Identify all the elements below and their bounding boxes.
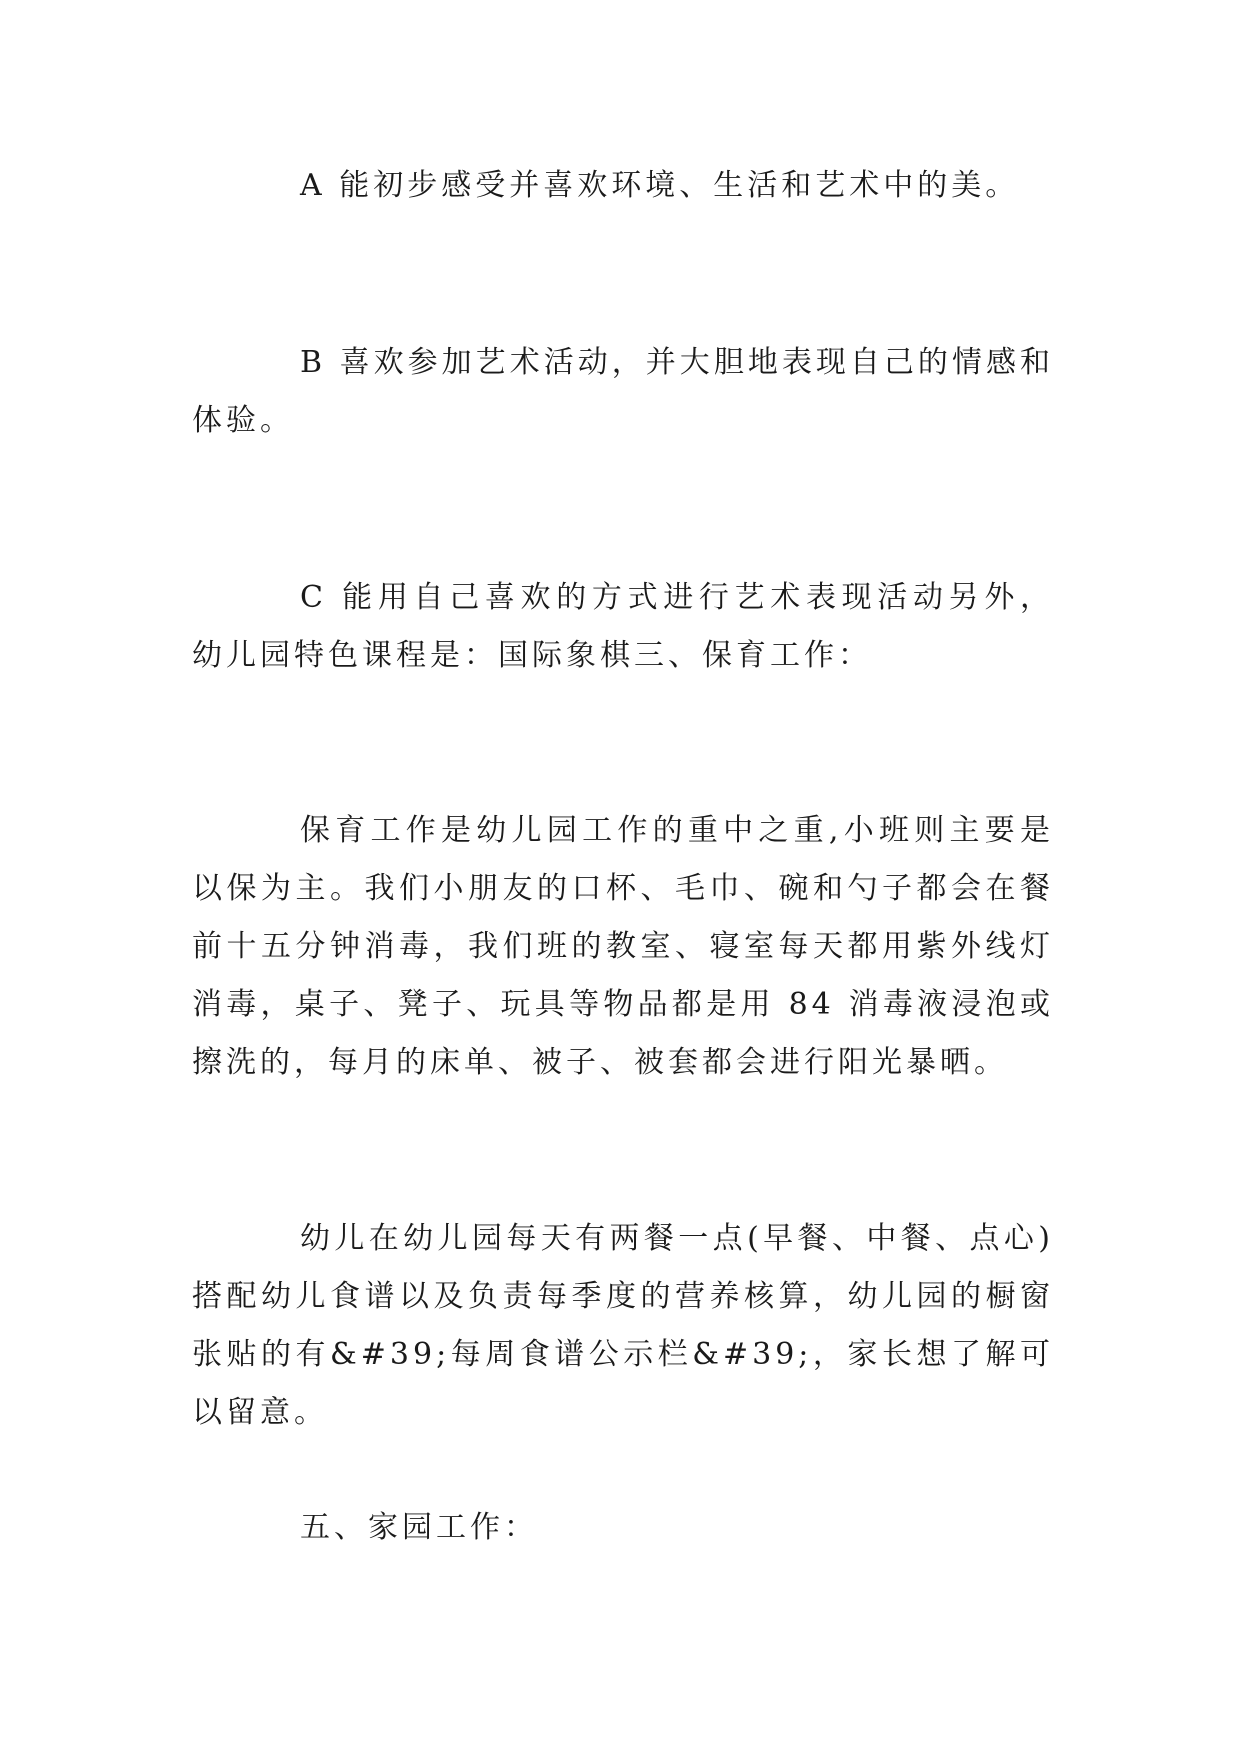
section-heading-home-school: 五、家园工作： (300, 1510, 538, 1545)
paragraph-art-goal-c: C 能用自己喜欢的方式进行艺术表现活动另外，幼儿园特色课程是：国际象棋三、保育工作： (192, 580, 1054, 673)
paragraph-meals: 幼儿在幼儿园每天有两餐一点(早餐、中餐、点心)搭配幼儿食谱以及负责每季度的营养核算，幼儿园的橱窗张贴的有&#39;每周食谱公示栏&#39;，家长想了解可以留意。 (192, 1221, 1054, 1430)
paragraph-art-goal-b: B 喜欢参加艺术活动，并大胆地表现自己的情感和体验。 (192, 345, 1054, 438)
paragraph-care-work: 保育工作是幼儿园工作的重中之重,小班则主要是以保为主。我们小朋友的口杯、毛巾、碗和勺子都会在餐前十五分钟消毒，我们班的教室、寝室每天都用紫外线灯消毒，桌子、凳子、玩具等物品都是用 84 消毒液浸泡或擦洗的，每月的床单、被子、被套都会进行阳光暴晒。 (192, 813, 1054, 1080)
paragraph-art-goal-a: A 能初步感受并喜欢环境、生活和艺术中的美。 (300, 168, 1020, 203)
